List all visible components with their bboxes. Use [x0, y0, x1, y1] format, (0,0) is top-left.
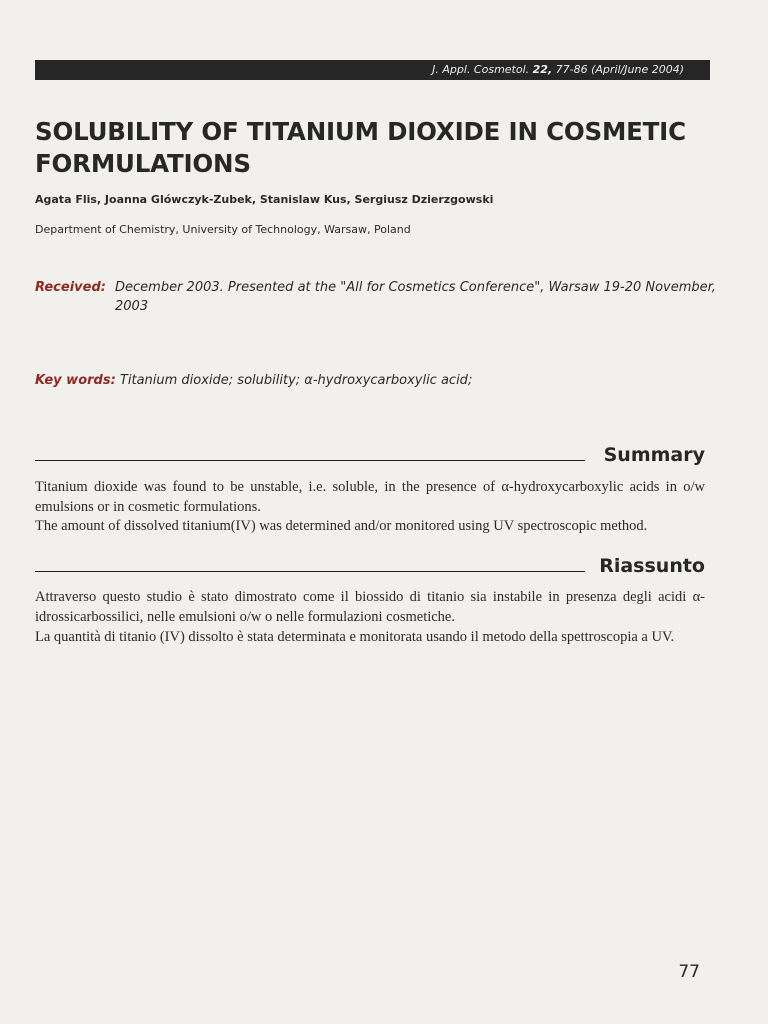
summary-title: Summary [603, 444, 705, 466]
author-list: Agata Flis, Joanna Glówczyk-Zubek, Stanislaw Kus, Sergiusz Dzierzgowski [35, 193, 494, 206]
riassunto-rule [35, 571, 585, 572]
received-note [35, 278, 725, 316]
affiliation: Department of Chemistry, University of Technology, Warsaw, Poland [35, 223, 411, 236]
journal-pages-date: 77-86 (April/June 2004) [555, 63, 684, 76]
riassunto-heading [35, 549, 705, 577]
keywords [35, 373, 472, 388]
journal-name: J. Appl. Cosmetol. [432, 63, 530, 76]
received-label: Received: [35, 280, 106, 295]
summary-paragraph-2: The amount of dissolved titanium(IV) was determined and/or monitored using UV spectroscopic method. [35, 518, 648, 534]
summary-rule [35, 460, 585, 461]
keywords-label: Key words: [35, 373, 116, 388]
riassunto-paragraph-2: La quantità di titanio (IV) dissolto è stata determinata e monitorata usando il metodo della spettroscopia a UV. [35, 629, 675, 645]
riassunto-title: Riassunto [599, 555, 705, 577]
received-text: December 2003. Presented at the "All for Cosmetics Conference", Warsaw 19-20 November, 2003 [115, 280, 716, 314]
keywords-text: Titanium dioxide; solubility; α-hydroxycarboxylic acid; [119, 373, 473, 388]
page-number: 77 [678, 962, 700, 982]
riassunto-paragraph-1: Attraverso questo studio è stato dimostrato come il biossido di titanio sia instabile in presenza degli acidi α-idrossicarbossilici, nelle emulsioni o/w o nelle formulazioni cosmetiche. [35, 589, 705, 625]
summary-heading [35, 438, 705, 466]
paper-title: SOLUBILITY OF TITANIUM DIOXIDE IN COSMETIC FORMULATIONS [35, 117, 686, 178]
journal-volume: 22, [532, 63, 553, 76]
summary-paragraph-1: Titanium dioxide was found to be unstable, i.e. soluble, in the presence of α-hydroxycarboxylic acids in o/w emulsions or in cosmetic formulations. [35, 479, 705, 515]
journal-header-bar [35, 60, 710, 80]
